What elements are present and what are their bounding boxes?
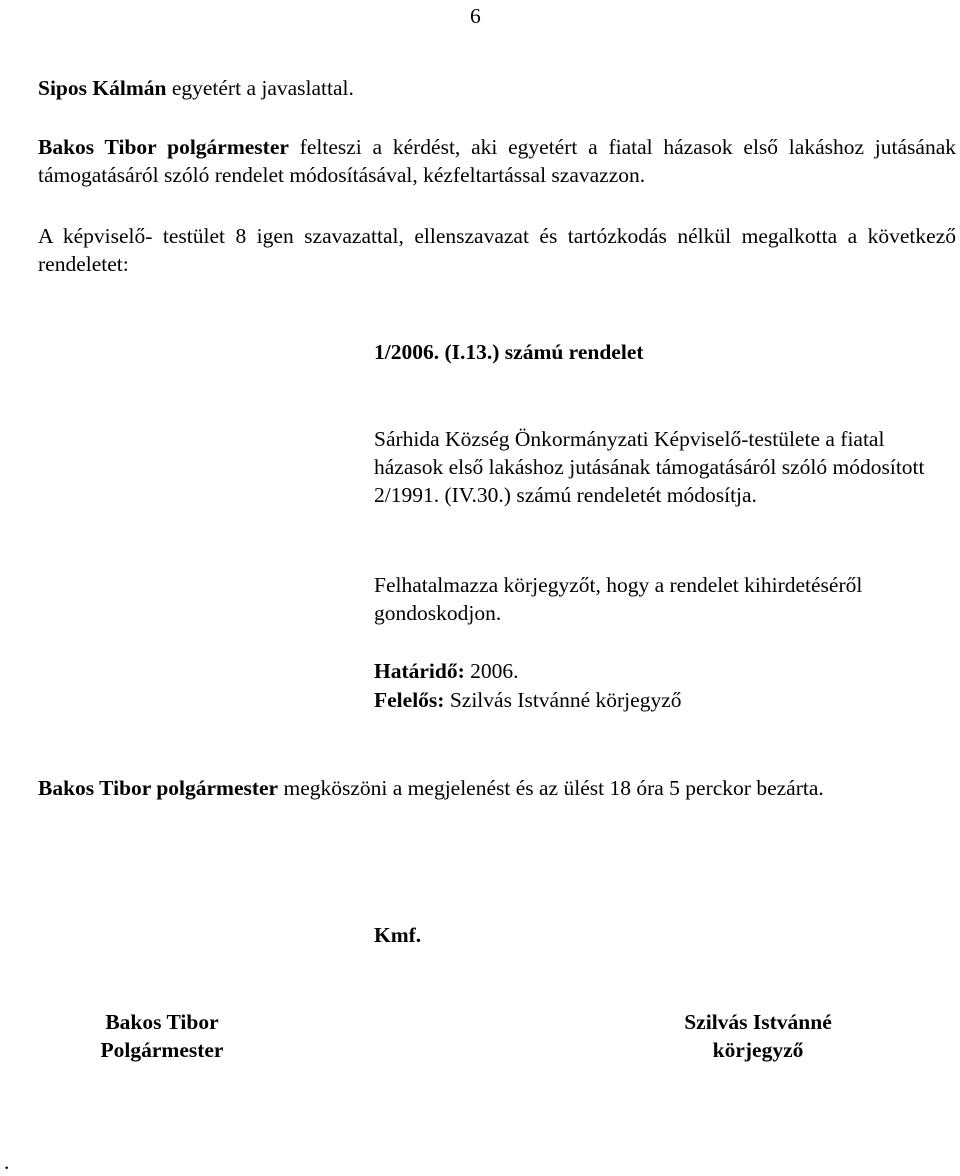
responsible-value: Szilvás Istvánné körjegyző [444,688,682,712]
signature-role: körjegyző [712,1038,804,1062]
speaker-name: Bakos Tibor polgármester [38,135,289,159]
decree-deadline [374,657,958,685]
kmf-label: Kmf. [374,923,422,947]
decree-title: 1/2006. (I.13.) számú rendelet [374,340,644,364]
page-number: 6 [470,4,481,28]
paragraph-vote-result: A képviselő- testület 8 igen szavazattal, ellenszavazat és tartózkodás nélkül megalkotta a következő rendeletet: [38,224,956,276]
paragraph-vote-call [38,133,956,189]
decree-authorization: Felhatalmazza körjegyzőt, hogy a rendelet kihirdetéséről gondoskodjon. [374,573,863,625]
signature-role: Polgármester [100,1038,224,1062]
paragraph-sipos [38,74,956,102]
signature-name: Bakos Tibor [105,1010,219,1034]
paragraph-text: felteszi a kérdést, aki egyetért a fiatal házasok első lakáshoz jutásának támogatásáról szóló rendelet módosításával, kézfeltartással szavazzon. [38,135,956,187]
decree-body: Sárhida Község Önkormányzati Képviselő-testülete a fiatal házasok első lakáshoz jutásának támogatásáról szóló módosított 2/1991. (IV.30.) számú rendeletét módosítja. [374,427,925,507]
paragraph-text: egyetért a javaslattal. [166,76,354,100]
footer-mark: . [4,1150,10,1174]
deadline-label: Határidő: [374,659,465,683]
decree-responsible [374,686,958,714]
deadline-value: 2006. [464,659,519,683]
signature-name: Szilvás Istvánné [684,1010,832,1034]
signature-left [62,1008,262,1064]
speaker-name: Sipos Kálmán [38,76,167,100]
signature-right [658,1008,858,1064]
paragraph-closing [38,774,956,802]
speaker-name: Bakos Tibor polgármester [38,776,279,800]
paragraph-text: megköszöni a megjelenést és az ülést 18 óra 5 perckor bezárta. [278,776,824,800]
responsible-label: Felelős: [374,688,445,712]
